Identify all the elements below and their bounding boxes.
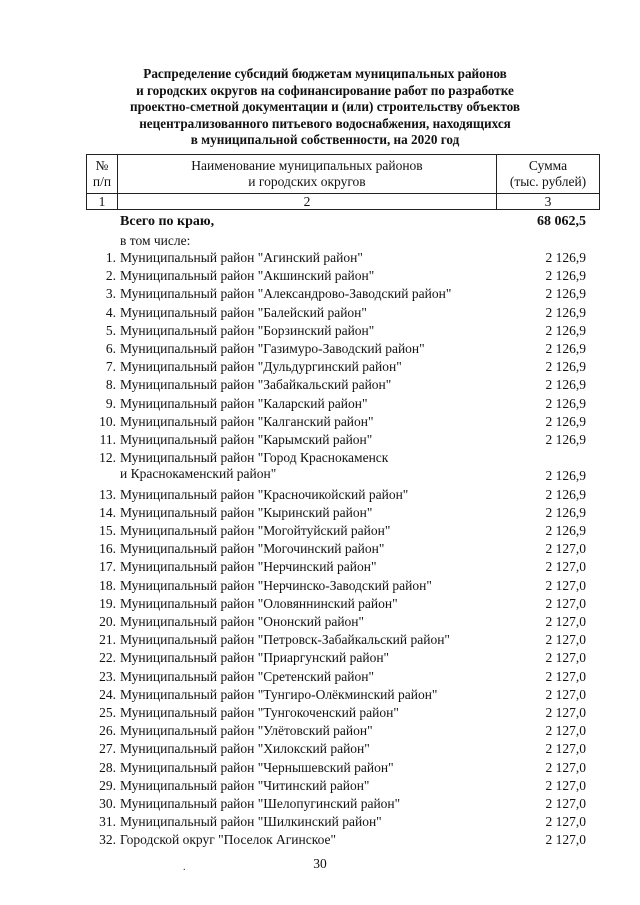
item-amount: 2 126,9: [545, 341, 586, 356]
column-index: 2: [118, 194, 497, 210]
item-name: Муниципальный район "Забайкальский район": [120, 377, 392, 393]
item-name: Муниципальный район "Приаргунский район": [120, 650, 390, 666]
title-line: проектно-сметной документации и (или) строительству объектов: [129, 99, 521, 115]
title-line: Распределение субсидий бюджетам муниципальных районов: [143, 66, 507, 81]
header-text: Сумма: [528, 158, 568, 173]
title-line: нецентрализованного питьевого водоснабжения, находящихся: [139, 115, 511, 131]
item-number: 20.: [99, 614, 116, 629]
item-name: Муниципальный район "Нерчинско-Заводский район": [120, 577, 432, 593]
item-number: 15.: [99, 523, 116, 538]
item-number: 23.: [99, 668, 116, 684]
item-amount: 2 127,0: [545, 650, 586, 666]
item-number: 30.: [99, 796, 116, 811]
item-amount: 2 126,9: [545, 432, 586, 447]
item-amount: 2 127,0: [545, 777, 586, 793]
item-name: Муниципальный район "Борзинский район": [120, 322, 375, 338]
item-name: Муниципальный район "Дульдургинский район": [120, 359, 402, 375]
item-amount: 2 126,9: [545, 504, 586, 520]
item-amount: 2 126,9: [545, 486, 586, 502]
item-number: 28.: [99, 759, 116, 775]
title-line: в муниципальной собственности, на 2020 год: [190, 132, 460, 148]
item-name: Муниципальный район "Шилкинский район": [120, 814, 382, 830]
page-number: 30: [313, 856, 327, 871]
item-amount: 2 126,9: [545, 377, 586, 393]
item-number: 9.: [105, 395, 116, 411]
item-name: Муниципальный район "Оловяннинский район": [120, 595, 398, 611]
item-number: 5.: [105, 322, 116, 338]
item-number: 32.: [99, 832, 116, 848]
item-amount: 2 126,9: [545, 286, 586, 302]
item-name: Муниципальный район "Балейский район": [120, 304, 367, 320]
item-name: Муниципальный район "Ононский район": [120, 614, 365, 629]
item-amount: 2 127,0: [545, 832, 586, 848]
item-amount: 2 127,0: [545, 614, 586, 629]
header-amount-column: [497, 155, 600, 194]
item-number: 17.: [99, 559, 116, 575]
page-mark: .: [183, 862, 186, 873]
item-name: Муниципальный район "Калганский район": [120, 413, 374, 429]
item-amount: 2 127,0: [545, 705, 586, 720]
item-name: Муниципальный район "Тунгиро-Олёкминский район": [120, 686, 438, 702]
item-number: 2.: [105, 268, 116, 284]
item-name: Муниципальный район "Шелопугинский район": [120, 796, 401, 811]
item-name: Муниципальный район "Кыринский район": [120, 504, 373, 520]
item-name: Муниципальный район "Александрово-Заводский район": [120, 286, 452, 302]
item-amount: 2 127,0: [545, 595, 586, 611]
item-name: Муниципальный район "Петровск-Забайкальский район": [120, 632, 450, 648]
item-amount: 2 127,0: [545, 559, 586, 575]
item-number: 16.: [99, 541, 116, 557]
header-text: (тыс. рублей): [509, 174, 587, 189]
column-index: 3: [497, 194, 600, 210]
item-number: 13.: [99, 486, 116, 502]
item-number: 7.: [105, 359, 116, 375]
item-amount: 2 127,0: [545, 577, 586, 593]
item-number: 21.: [99, 632, 116, 648]
item-name: Муниципальный район "Чернышевский район": [120, 759, 394, 775]
item-number: 4.: [105, 304, 116, 320]
item-number: 26.: [99, 723, 116, 739]
item-number: 29.: [99, 777, 116, 793]
document-title: [90, 66, 560, 149]
item-number: 10.: [99, 413, 116, 429]
item-name: Муниципальный район "Каларский район": [120, 395, 368, 411]
item-amount: 2 126,9: [545, 322, 586, 338]
item-name: Муниципальный район "Могойтуйский район": [120, 523, 391, 538]
header-text: №: [95, 158, 109, 173]
item-name: Муниципальный район "Город Краснокаменск: [120, 450, 389, 466]
item-name: Муниципальный район "Акшинский район": [120, 268, 375, 284]
item-name: Муниципальный район "Улётовский район": [120, 723, 373, 739]
item-amount: 2 127,0: [545, 723, 586, 739]
header-number-column: [87, 155, 118, 194]
title-line: и городских округов на софинансирование работ по разработке: [136, 82, 514, 98]
item-number: 27.: [99, 741, 116, 757]
item-name: Муниципальный район "Читинский район": [120, 777, 370, 793]
item-name: Муниципальный район "Нерчинский район": [120, 559, 377, 575]
header-text: Наименование муниципальных районов: [191, 158, 423, 173]
header-name-column: [118, 155, 497, 194]
total-label: Всего по краю,: [120, 214, 215, 229]
item-name-continued: и Краснокаменский район": [120, 466, 277, 482]
header-text: п/п: [92, 174, 112, 189]
item-amount: 2 127,0: [545, 541, 586, 557]
item-amount: 2 126,9: [545, 413, 586, 429]
item-number: 12.: [99, 450, 116, 466]
item-name: Муниципальный район "Агинский район": [120, 250, 363, 265]
item-amount: 2 126,9: [545, 468, 586, 484]
item-number: 18.: [99, 577, 116, 593]
column-index: 1: [87, 194, 118, 210]
header-text: и городских округов: [248, 174, 366, 189]
including-label: в том числе:: [120, 233, 191, 248]
item-number: 1.: [105, 250, 116, 265]
item-amount: 2 126,9: [545, 523, 586, 538]
item-amount: 2 127,0: [545, 741, 586, 757]
item-name: Муниципальный район "Хилокский район": [120, 741, 370, 757]
item-name: Муниципальный район "Тунгокоченский район": [120, 705, 399, 720]
total-row: [120, 214, 586, 230]
item-number: 3.: [105, 286, 116, 302]
item-amount: 2 127,0: [545, 814, 586, 830]
item-number: 14.: [99, 504, 116, 520]
item-amount: 2 126,9: [545, 304, 586, 320]
item-amount: 2 126,9: [545, 250, 586, 265]
item-amount: 2 127,0: [545, 632, 586, 648]
item-name: Муниципальный район "Газимуро-Заводский район": [120, 341, 425, 356]
item-number: 31.: [99, 814, 116, 830]
item-number: 24.: [99, 686, 116, 702]
total-amount: 68 062,5: [537, 214, 586, 229]
item-amount: 2 127,0: [545, 686, 586, 702]
item-amount: 2 127,0: [545, 796, 586, 811]
table-header: [86, 154, 600, 210]
item-name: Муниципальный район "Могочинский район": [120, 541, 385, 557]
item-name: Городской округ "Поселок Агинское": [120, 832, 337, 848]
item-name: Муниципальный район "Красночикойский район": [120, 486, 409, 502]
item-amount: 2 126,9: [545, 395, 586, 411]
item-amount: 2 127,0: [545, 668, 586, 684]
item-name: Муниципальный район "Карымский район": [120, 432, 373, 447]
item-number: 19.: [99, 595, 116, 611]
item-amount: 2 126,9: [545, 359, 586, 375]
item-number: 8.: [105, 377, 116, 393]
item-number: 22.: [99, 650, 116, 666]
item-amount: 2 127,0: [545, 759, 586, 775]
item-number: 25.: [99, 705, 116, 720]
item-name: Муниципальный район "Сретенский район": [120, 668, 374, 684]
item-amount: 2 126,9: [545, 268, 586, 284]
item-number: 11.: [99, 432, 116, 447]
item-number: 6.: [105, 341, 116, 356]
